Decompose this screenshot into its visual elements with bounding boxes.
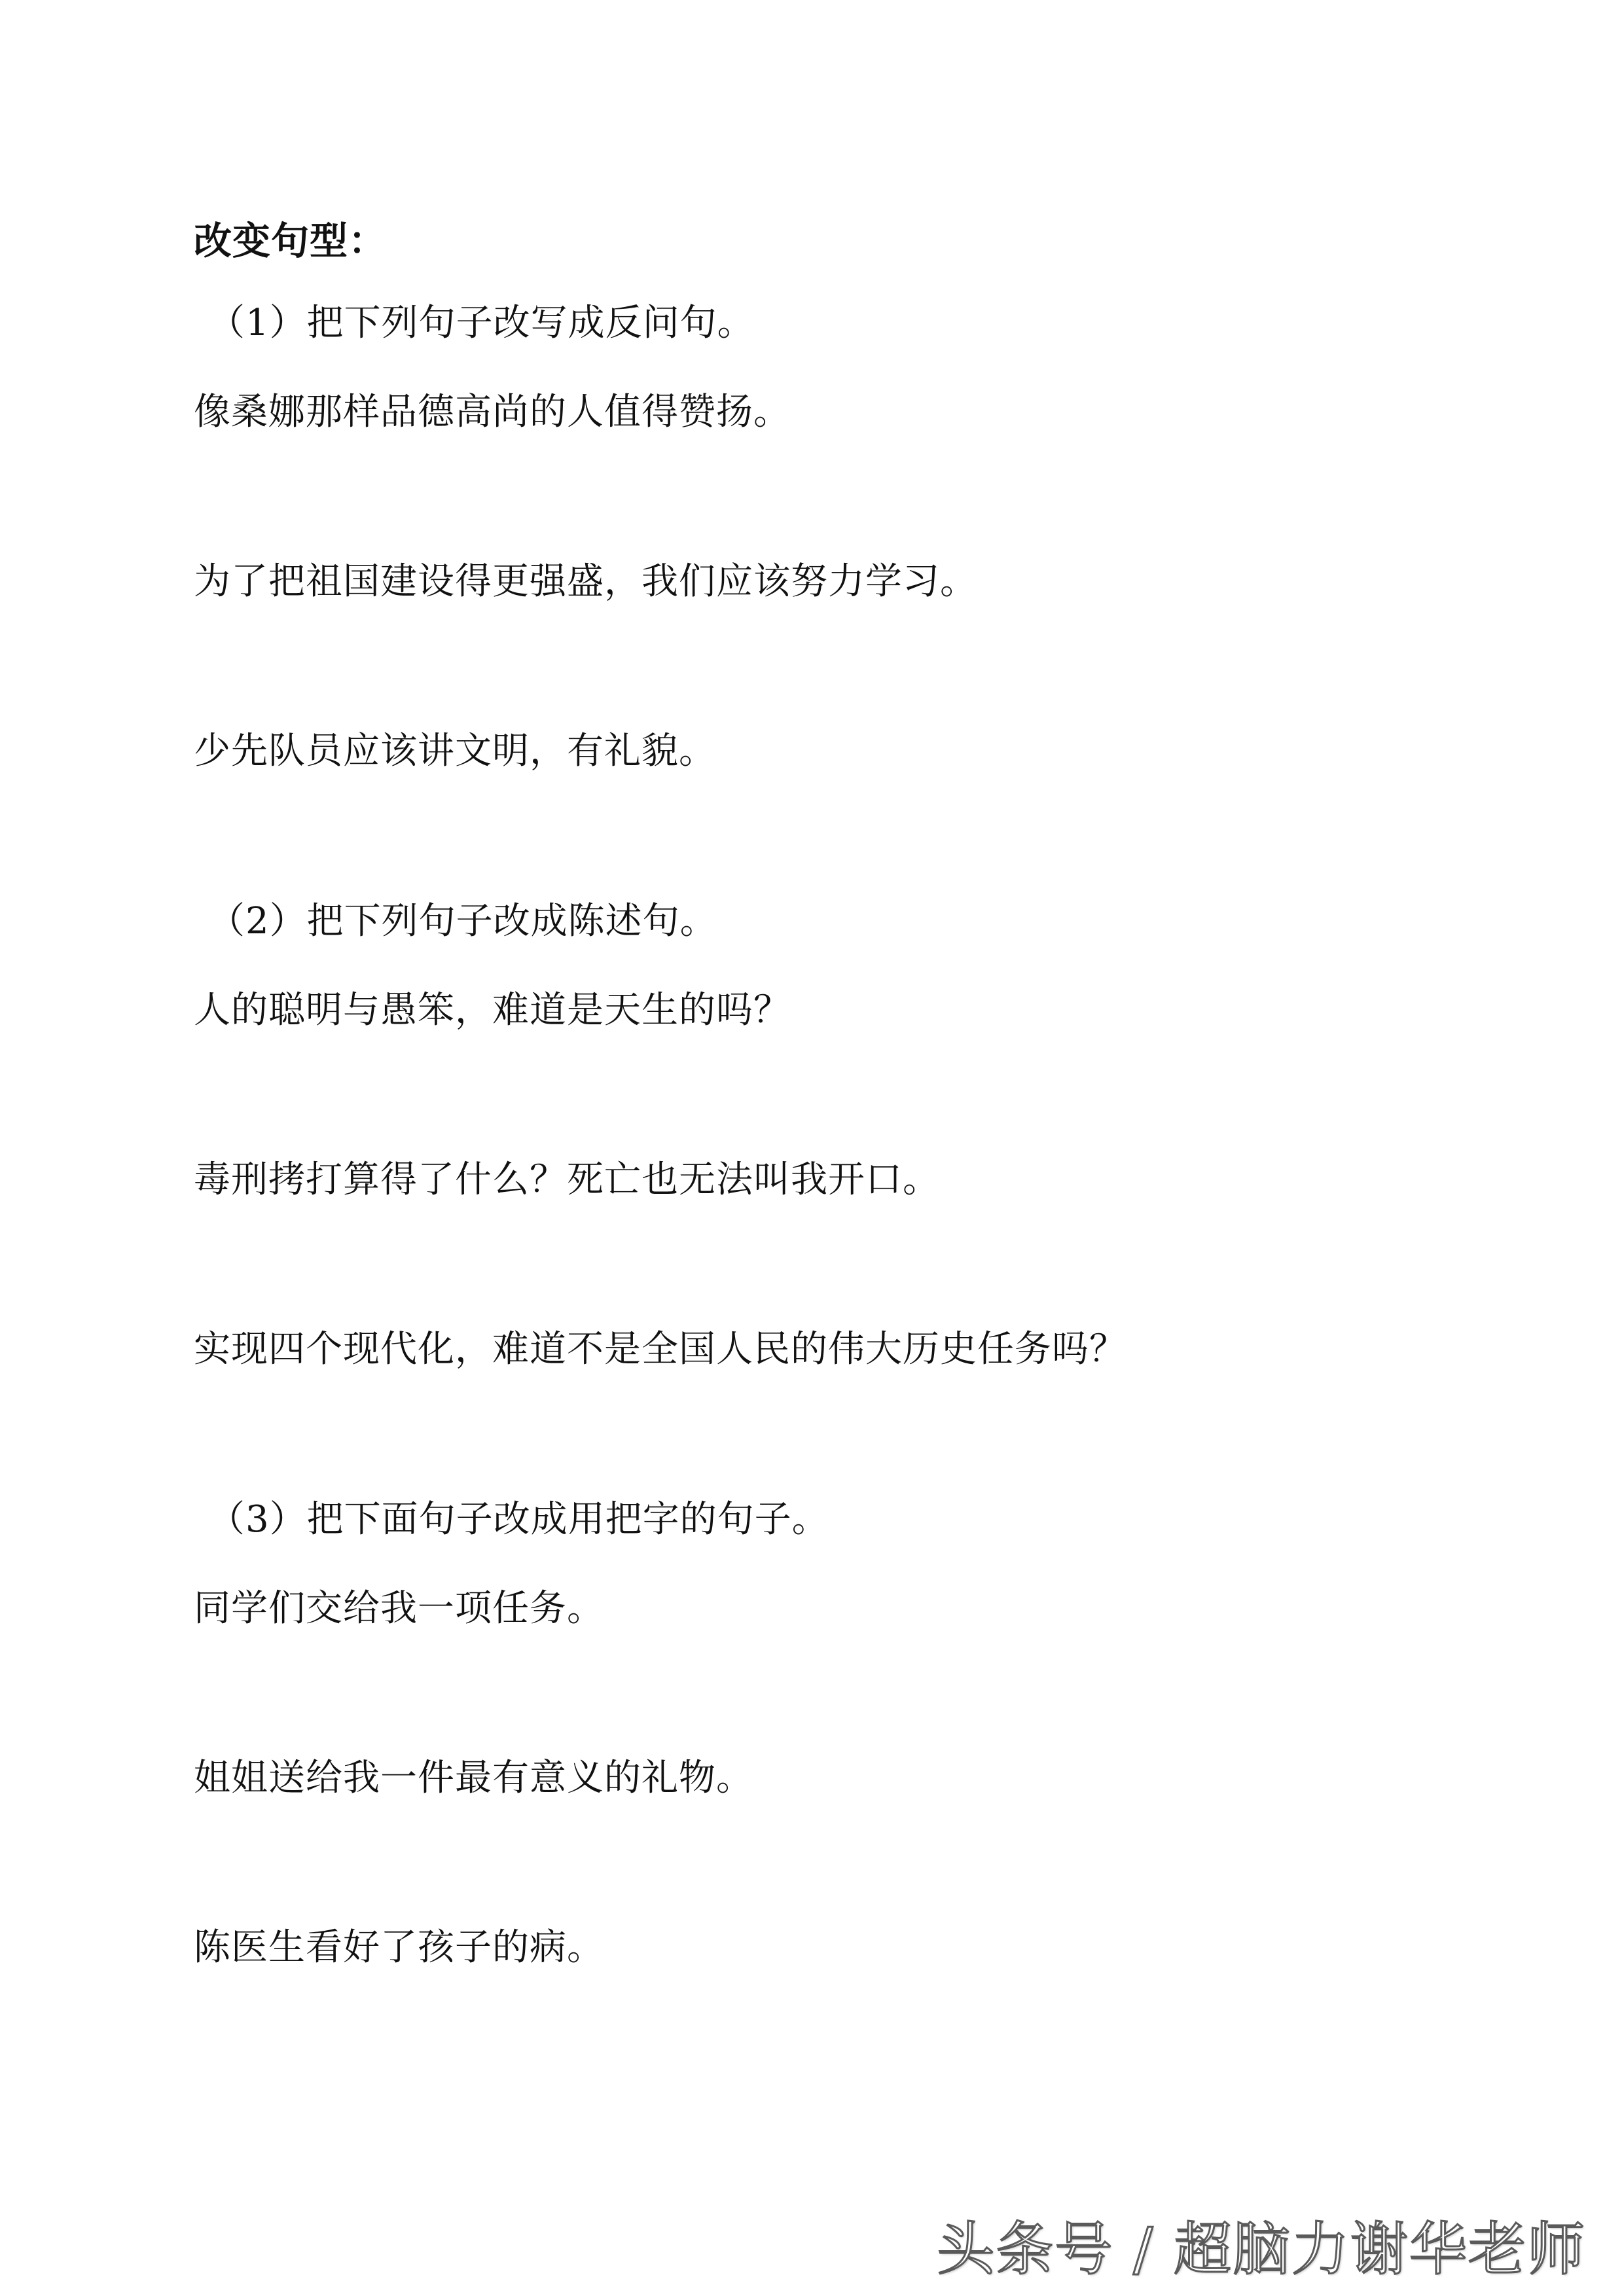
section3-sentence-1: 同学们交给我一项任务。 [194, 1587, 604, 1630]
section3-sentence-3: 陈医生看好了孩子的病。 [194, 1926, 604, 1969]
section3-sentence-2: 姐姐送给我一件最有意义的礼物。 [194, 1757, 753, 1799]
page-heading: 改变句型： [194, 219, 388, 263]
section2-sentence-3: 实现四个现代化，难道不是全国人民的伟大历史任务吗？ [194, 1328, 1127, 1371]
section1-sentence-1: 像桑娜那样品德高尚的人值得赞扬。 [194, 391, 791, 433]
section2-sentence-2: 毒刑拷打算得了什么？死亡也无法叫我开口。 [194, 1158, 940, 1201]
section3-instruction: （3）把下面句子改成用把字的句子。 [208, 1498, 829, 1541]
section1-instruction: （1）把下列句子改写成反问句。 [208, 302, 755, 344]
section2-sentence-1: 人的聪明与愚笨，难道是天生的吗？ [194, 989, 791, 1031]
watermark-text: 头条号 / 超脑力谢华老师 [937, 2215, 1586, 2283]
section1-sentence-2: 为了把祖国建设得更强盛，我们应该努力学习。 [194, 560, 977, 603]
section1-sentence-3: 少先队员应该讲文明，有礼貌。 [194, 730, 716, 772]
section2-instruction: （2）把下列句子改成陈述句。 [208, 900, 717, 942]
